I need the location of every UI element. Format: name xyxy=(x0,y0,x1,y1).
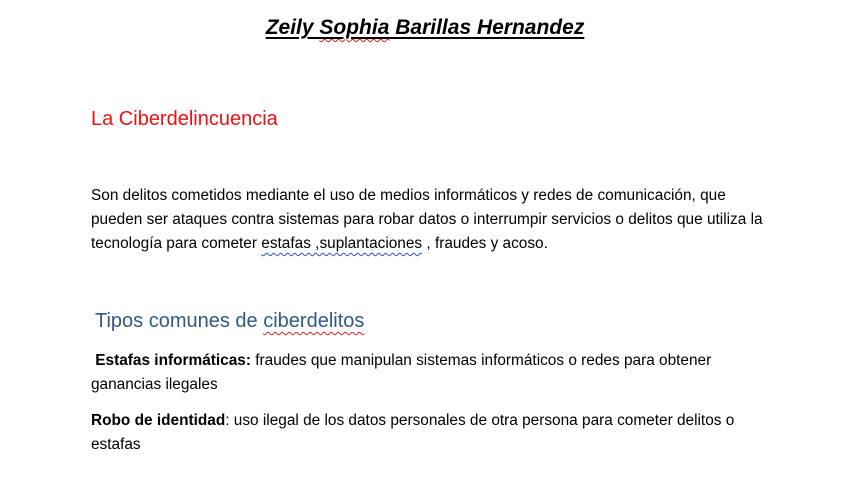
definition-paragraph xyxy=(91,184,831,256)
list-item xyxy=(91,349,831,397)
paragraph-line-1: Son delitos cometidos mediante el uso de medios informáticos y redes de comunicación, que xyxy=(91,187,726,204)
item-line-2: estafas xyxy=(91,436,141,453)
paragraph-line-3-end: , fraudes y acoso. xyxy=(422,235,548,252)
title-part-1: Zeily xyxy=(265,16,320,39)
paragraph-line-3-start: tecnología para cometer xyxy=(91,235,262,252)
item-line-1 xyxy=(91,349,831,373)
paragraph-line-3 xyxy=(91,232,831,256)
item-line-1 xyxy=(91,409,831,433)
list-item xyxy=(91,409,831,457)
spelling-marked-word: ciberdelitos xyxy=(263,310,365,332)
item-term: Estafas informáticas: xyxy=(95,352,251,369)
title-part-3: Barillas Hernandez xyxy=(389,16,585,39)
item-term: Robo de identidad xyxy=(91,412,226,429)
grammar-marked-text: estafas ,suplantaciones xyxy=(261,235,423,252)
paragraph-line-2: pueden ser ataques contra sistemas para robar datos o interrumpir servicios o delitos que utiliza la xyxy=(91,211,763,228)
title-part-2: Sophia xyxy=(319,16,390,39)
item-line-2: ganancias ilegales xyxy=(91,376,218,393)
document-title xyxy=(0,16,850,40)
section-heading-ciberdelincuencia: La Ciberdelincuencia xyxy=(91,108,278,130)
heading-tipos-start: Tipos comunes de xyxy=(95,310,264,332)
item-description: fraudes que manipulan sistemas informáticos o redes para obtener xyxy=(250,352,712,369)
section-heading-tipos xyxy=(95,310,364,333)
item-description: : uso ilegal de los datos personales de otra persona para cometer delitos o xyxy=(225,412,735,429)
